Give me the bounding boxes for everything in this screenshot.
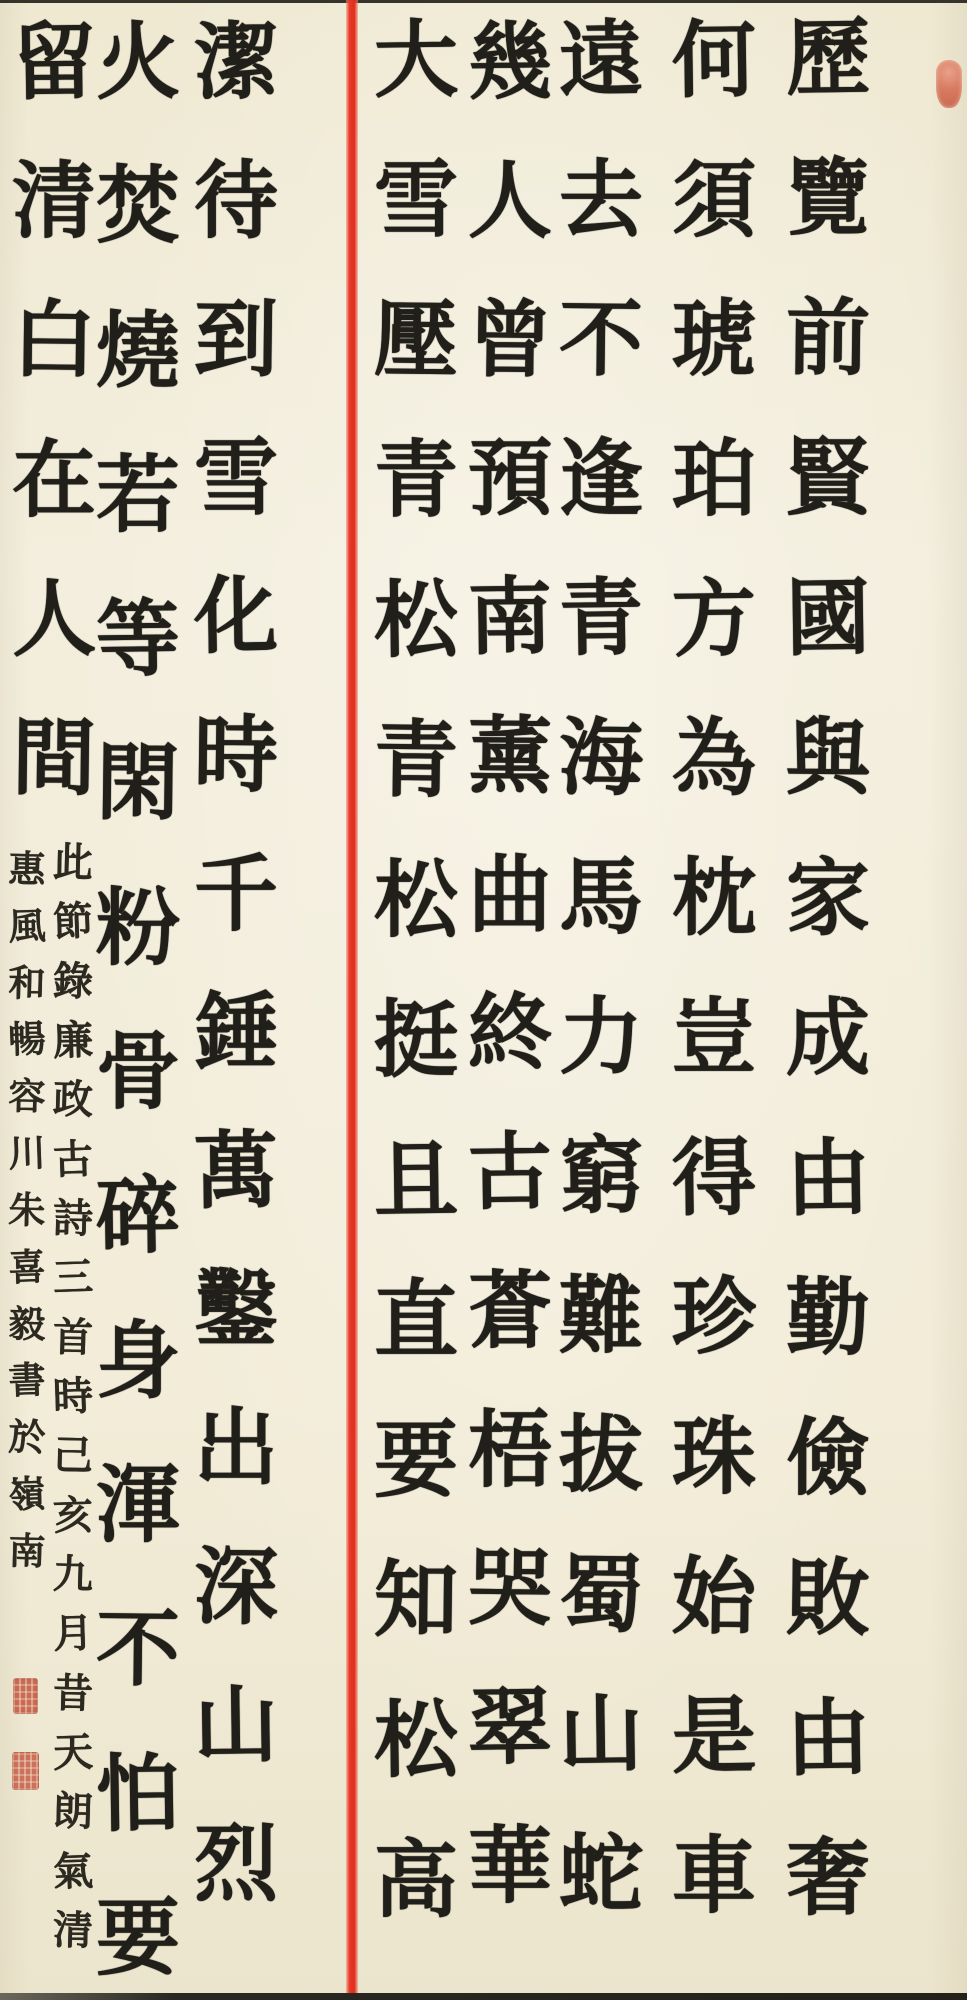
calligraphy-char: 時 bbox=[52, 1372, 94, 1421]
calligraphy-char: 深 bbox=[193, 1536, 279, 1637]
calligraphy-char: 清 bbox=[11, 151, 96, 251]
calligraphy-char: 到 bbox=[193, 288, 279, 389]
calligraphy-char: 嶺 bbox=[7, 1471, 47, 1517]
calligraphy-char: 成 bbox=[785, 988, 870, 1087]
calligraphy-char: 敗 bbox=[785, 1547, 871, 1648]
calligraphy-char: 在 bbox=[11, 429, 96, 529]
calligraphy-char: 由 bbox=[785, 1127, 871, 1228]
calligraphy-char: 何 bbox=[671, 9, 757, 110]
calligraphy-char: 知 bbox=[373, 1549, 459, 1650]
calligraphy-char: 古 bbox=[52, 1134, 94, 1184]
calligraphy-char: 烈 bbox=[193, 1813, 278, 1913]
calligraphy-char: 人 bbox=[467, 150, 552, 250]
calligraphy-char: 渾 bbox=[95, 1454, 180, 1554]
calligraphy-char: 化 bbox=[193, 565, 279, 667]
calligraphy-char: 曾 bbox=[467, 289, 553, 390]
calligraphy-char: 要 bbox=[95, 1887, 180, 1987]
calligraphy-char: 時 bbox=[193, 704, 279, 805]
calligraphy-char: 得 bbox=[671, 1126, 757, 1228]
calligraphy-char: 暢 bbox=[7, 1016, 47, 1063]
calligraphy-char: 錄 bbox=[52, 957, 94, 1006]
calligraphy-char: 高 bbox=[373, 1830, 458, 1929]
calligraphy-char: 歷 bbox=[785, 7, 871, 108]
calligraphy-char: 賢 bbox=[785, 428, 870, 527]
calligraphy-char: 白 bbox=[11, 289, 97, 390]
calligraphy-char: 古 bbox=[467, 1121, 553, 1222]
calligraphy-char: 鑿 bbox=[193, 1259, 278, 1359]
poem-column-8 bbox=[2, 11, 106, 808]
calligraphy-char: 蒼 bbox=[467, 1260, 552, 1360]
calligraphy-char: 骨 bbox=[95, 1022, 180, 1122]
calligraphy-char: 松 bbox=[373, 1689, 459, 1790]
calligraphy-char: 須 bbox=[671, 149, 756, 249]
calligraphy-char: 大 bbox=[373, 9, 459, 110]
calligraphy-char: 此 bbox=[52, 838, 94, 887]
calligraphy-char: 是 bbox=[671, 1685, 757, 1786]
calligraphy-char: 錘 bbox=[193, 982, 278, 1082]
calligraphy-char: 身 bbox=[95, 1310, 180, 1410]
calligraphy-char: 千 bbox=[193, 843, 278, 943]
calligraphy-char: 不 bbox=[95, 1598, 181, 1699]
calligraphy-char: 書 bbox=[7, 1357, 47, 1404]
calligraphy-char: 氣 bbox=[52, 1846, 94, 1896]
calligraphy-char: 預 bbox=[467, 428, 552, 528]
calligraphy-char: 天 bbox=[52, 1728, 94, 1777]
calligraphy-char: 且 bbox=[373, 1129, 459, 1230]
calligraphy-char: 若 bbox=[95, 444, 180, 544]
calligraphy-char: 喜 bbox=[7, 1244, 47, 1290]
calligraphy-char: 燒 bbox=[95, 300, 181, 401]
poem-column-5 bbox=[364, 9, 468, 1929]
calligraphy-char: 朗 bbox=[52, 1787, 94, 1836]
calligraphy-char: 不 bbox=[558, 288, 644, 389]
calligraphy-char: 青 bbox=[373, 709, 459, 810]
calligraphy-char: 青 bbox=[558, 567, 644, 668]
calligraphy-char: 馬 bbox=[558, 847, 643, 947]
calligraphy-char: 昔 bbox=[52, 1669, 94, 1718]
poem-column-2 bbox=[662, 9, 766, 1925]
calligraphy-char: 壓 bbox=[373, 289, 459, 390]
artist-seal-lower bbox=[12, 1752, 39, 1790]
poem-column-3 bbox=[549, 9, 653, 1923]
calligraphy-char: 朱 bbox=[7, 1187, 47, 1233]
calligraphy-char: 毅 bbox=[7, 1301, 47, 1347]
artist-seal-upper bbox=[13, 1678, 38, 1714]
calligraphy-char: 梧 bbox=[467, 1399, 552, 1499]
calligraphy-char: 焚 bbox=[95, 156, 180, 256]
calligraphy-char: 亥 bbox=[52, 1490, 94, 1540]
bottom-border-line bbox=[0, 1993, 967, 2000]
calligraphy-char: 松 bbox=[373, 850, 458, 949]
calligraphy-char: 怕 bbox=[95, 1742, 181, 1844]
calligraphy-char: 九 bbox=[52, 1550, 94, 1599]
calligraphy-char: 由 bbox=[785, 1687, 871, 1788]
top-border-line bbox=[0, 0, 967, 3]
calligraphy-char: 豈 bbox=[671, 987, 756, 1087]
calligraphy-char: 曲 bbox=[467, 844, 552, 944]
calligraphy-char: 窮 bbox=[558, 1125, 644, 1226]
calligraphy-char: 南 bbox=[467, 566, 553, 667]
inscription-column-date bbox=[44, 838, 102, 1956]
calligraphy-char: 風 bbox=[7, 903, 47, 949]
calligraphy-char: 己 bbox=[52, 1431, 94, 1480]
calligraphy-char: 雪 bbox=[193, 427, 278, 527]
calligraphy-char: 粉 bbox=[95, 877, 180, 977]
calligraphy-char: 琥 bbox=[671, 288, 757, 389]
calligraphy-char: 山 bbox=[558, 1683, 644, 1784]
calligraphy-char: 和 bbox=[7, 960, 47, 1006]
calligraphy-char: 碎 bbox=[95, 1165, 181, 1266]
calligraphy-char: 逢 bbox=[558, 428, 643, 528]
calligraphy-char: 青 bbox=[373, 430, 458, 529]
calligraphy-char: 松 bbox=[373, 569, 459, 670]
calligraphy-char: 月 bbox=[52, 1609, 94, 1658]
calligraphy-char: 留 bbox=[11, 11, 97, 112]
calligraphy-char: 蛇 bbox=[558, 1823, 643, 1923]
calligraphy-char: 等 bbox=[95, 588, 181, 689]
calligraphy-char: 枕 bbox=[671, 848, 756, 948]
calligraphy-char: 海 bbox=[558, 707, 644, 808]
poem-column-1 bbox=[776, 7, 880, 1927]
calligraphy-char: 珠 bbox=[671, 1406, 756, 1506]
calligraphy-char: 勤 bbox=[785, 1268, 870, 1367]
calligraphy-char: 方 bbox=[671, 568, 757, 669]
calligraphy-char: 政 bbox=[52, 1075, 94, 1124]
calligraphy-char: 出 bbox=[193, 1398, 278, 1498]
calligraphy-char: 挺 bbox=[373, 990, 458, 1089]
title-seal bbox=[936, 60, 962, 108]
calligraphy-char: 拔 bbox=[558, 1405, 643, 1505]
calligraphy-char: 直 bbox=[373, 1270, 458, 1369]
calligraphy-char: 車 bbox=[671, 1825, 756, 1925]
calligraphy-char: 始 bbox=[671, 1546, 757, 1647]
calligraphy-char: 廉 bbox=[52, 1016, 94, 1065]
calligraphy-char: 儉 bbox=[785, 1408, 870, 1507]
calligraphy-char: 要 bbox=[373, 1410, 458, 1509]
calligraphy-char: 萬 bbox=[193, 1120, 279, 1221]
calligraphy-char: 哭 bbox=[467, 1537, 553, 1638]
calligraphy-char: 薰 bbox=[467, 705, 553, 806]
calligraphy-char: 終 bbox=[467, 983, 552, 1083]
calligraphy-char: 為 bbox=[671, 707, 757, 808]
calligraphy-char: 待 bbox=[193, 150, 278, 250]
calligraphy-char: 華 bbox=[467, 1815, 552, 1915]
calligraphy-char: 蜀 bbox=[558, 1544, 644, 1645]
calligraphy-char: 首 bbox=[52, 1313, 94, 1362]
red-divider-line bbox=[346, 0, 358, 2000]
calligraphy-char: 雪 bbox=[373, 150, 458, 249]
calligraphy-char: 間 bbox=[11, 707, 97, 808]
calligraphy-char: 節 bbox=[52, 897, 94, 947]
calligraphy-char: 幾 bbox=[467, 11, 553, 112]
calligraphy-char: 閑 bbox=[95, 732, 181, 833]
calligraphy-char: 翠 bbox=[467, 1676, 553, 1777]
calligraphy-char: 潔 bbox=[193, 11, 279, 112]
calligraphy-char: 詩 bbox=[52, 1194, 94, 1243]
calligraphy-char: 南 bbox=[7, 1528, 47, 1574]
calligraphy-char: 國 bbox=[785, 567, 871, 668]
calligraphy-char: 於 bbox=[7, 1414, 47, 1460]
poem-column-4 bbox=[458, 11, 562, 1915]
calligraphy-char: 三 bbox=[52, 1253, 94, 1302]
calligraphy-char: 惠 bbox=[7, 846, 47, 892]
calligraphy-char: 山 bbox=[193, 1674, 279, 1775]
calligraphy-char: 火 bbox=[95, 11, 181, 112]
calligraphy-char: 奢 bbox=[785, 1828, 870, 1927]
calligraphy-char: 遠 bbox=[558, 9, 644, 110]
calligraphy-char: 珍 bbox=[671, 1267, 756, 1367]
poem-column-6 bbox=[184, 11, 288, 1913]
calligraphy-char: 難 bbox=[558, 1265, 643, 1365]
calligraphy-char: 家 bbox=[785, 848, 870, 947]
calligraphy-char: 覽 bbox=[785, 148, 870, 247]
calligraphy-char: 容 bbox=[7, 1073, 47, 1119]
calligraphy-char: 人 bbox=[11, 568, 97, 669]
calligraphy-char: 川 bbox=[7, 1130, 47, 1176]
calligraphy-char: 去 bbox=[558, 149, 643, 249]
calligraphy-char: 與 bbox=[785, 707, 871, 808]
calligraphy-char: 力 bbox=[558, 986, 643, 1086]
calligraphy-char: 珀 bbox=[671, 429, 756, 529]
inscription-column-signature bbox=[2, 845, 52, 1575]
calligraphy-char: 前 bbox=[785, 287, 871, 388]
calligraphy-char: 清 bbox=[52, 1906, 94, 1955]
